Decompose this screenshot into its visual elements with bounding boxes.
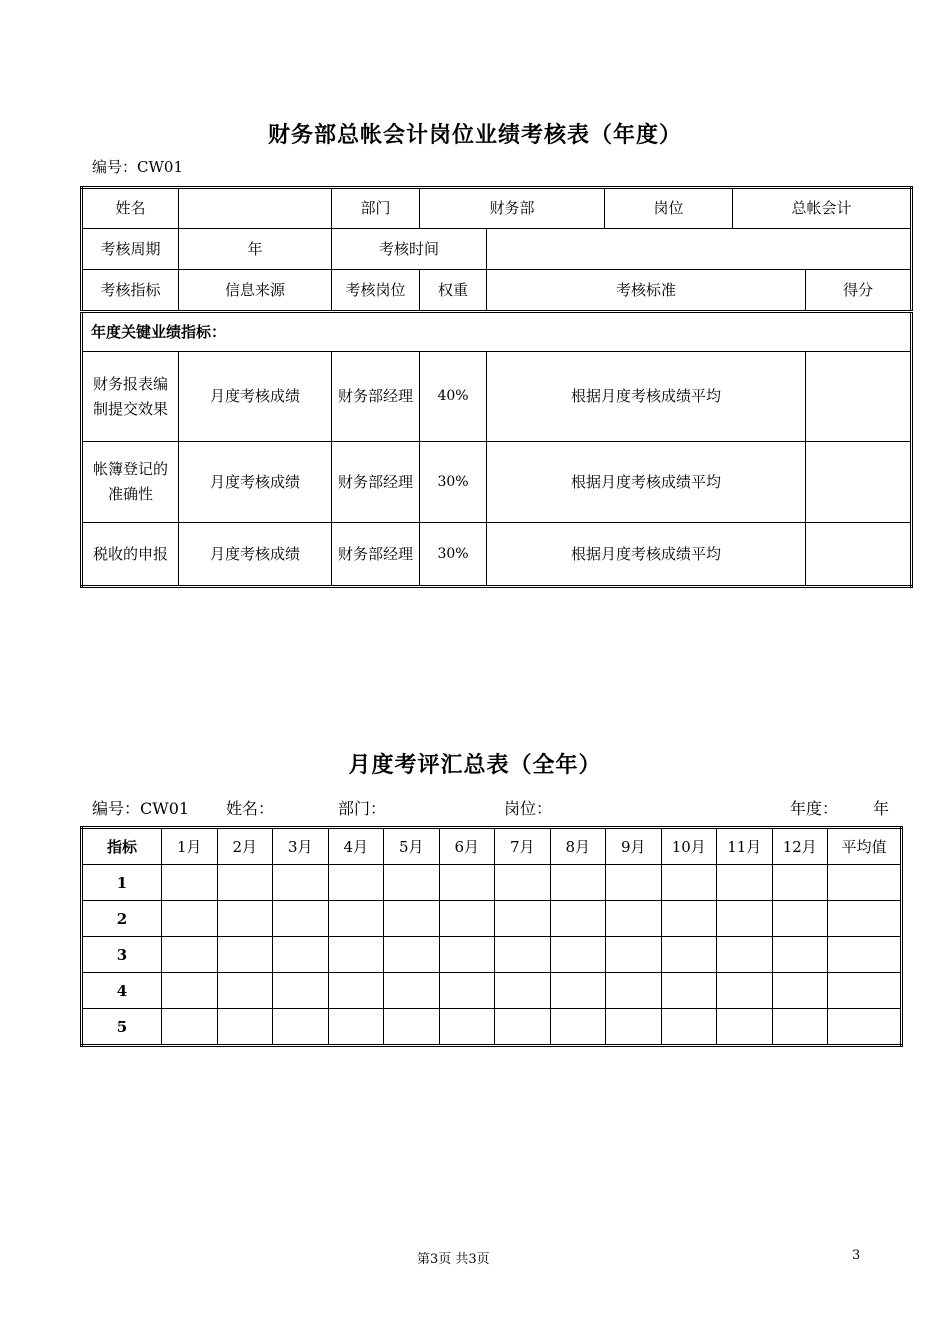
source-cell: 月度考核成绩 bbox=[179, 523, 332, 587]
form1-table bbox=[80, 186, 913, 588]
col-header-position: 考核岗位 bbox=[332, 270, 420, 312]
row-index-cell: 3 bbox=[82, 937, 162, 973]
value-cell bbox=[439, 973, 495, 1009]
value-cell bbox=[273, 973, 329, 1009]
col-header-month: 7月 bbox=[495, 828, 551, 865]
row-index-cell: 5 bbox=[82, 1009, 162, 1046]
value-cell bbox=[439, 1009, 495, 1046]
value-cell bbox=[606, 1009, 662, 1046]
value-cell bbox=[772, 937, 828, 973]
value-cell bbox=[661, 865, 717, 901]
indicator-cell: 税收的申报 bbox=[82, 523, 179, 587]
value-cell bbox=[717, 901, 773, 937]
source-cell: 月度考核成绩 bbox=[179, 442, 332, 523]
col-header-month: 4月 bbox=[328, 828, 384, 865]
value-cell bbox=[772, 901, 828, 937]
value-cell bbox=[772, 973, 828, 1009]
indicator-cell: 财务报表编制提交效果 bbox=[82, 352, 179, 442]
value-cell bbox=[495, 901, 551, 937]
footer-page-number: 3 bbox=[852, 1248, 861, 1263]
form2-year-suffix: 年 bbox=[873, 799, 890, 818]
col-header-month: 11月 bbox=[717, 828, 773, 865]
form2-header-row bbox=[82, 828, 902, 865]
table-row bbox=[82, 901, 902, 937]
col-header-indicator: 考核指标 bbox=[82, 270, 179, 312]
position-cell: 财务部经理 bbox=[332, 352, 420, 442]
value-cell bbox=[439, 937, 495, 973]
form1-header-row bbox=[82, 270, 912, 312]
time-value bbox=[487, 229, 912, 270]
value-cell bbox=[217, 973, 273, 1009]
col-header-month: 5月 bbox=[384, 828, 440, 865]
value-cell bbox=[828, 937, 902, 973]
value-cell bbox=[661, 901, 717, 937]
value-cell bbox=[550, 865, 606, 901]
row-index-cell: 1 bbox=[82, 865, 162, 901]
value-cell bbox=[606, 865, 662, 901]
col-header-month: 6月 bbox=[439, 828, 495, 865]
value-cell bbox=[328, 937, 384, 973]
value-cell bbox=[217, 1009, 273, 1046]
col-header-score: 得分 bbox=[806, 270, 912, 312]
col-header-month: 3月 bbox=[273, 828, 329, 865]
table-row bbox=[82, 523, 912, 587]
table-row bbox=[82, 1009, 902, 1046]
table-row bbox=[82, 865, 902, 901]
standard-cell: 根据月度考核成绩平均 bbox=[487, 442, 806, 523]
value-cell bbox=[772, 865, 828, 901]
source-cell: 月度考核成绩 bbox=[179, 352, 332, 442]
table-row bbox=[82, 973, 902, 1009]
name-value bbox=[179, 188, 332, 229]
position-cell: 财务部经理 bbox=[332, 442, 420, 523]
period-label: 考核周期 bbox=[82, 229, 179, 270]
form2-body bbox=[82, 865, 902, 1046]
row-index-cell: 2 bbox=[82, 901, 162, 937]
form2-table bbox=[80, 826, 903, 1047]
value-cell bbox=[273, 937, 329, 973]
table-row bbox=[82, 442, 912, 523]
form2-position-label: 岗位： bbox=[504, 799, 553, 818]
value-cell bbox=[717, 973, 773, 1009]
form2-title: 月度考评汇总表（全年） bbox=[348, 752, 602, 778]
value-cell bbox=[162, 1009, 218, 1046]
col-header-weight: 权重 bbox=[420, 270, 487, 312]
value-cell bbox=[495, 1009, 551, 1046]
name-label: 姓名 bbox=[82, 188, 179, 229]
value-cell bbox=[217, 937, 273, 973]
value-cell bbox=[661, 1009, 717, 1046]
value-cell bbox=[606, 973, 662, 1009]
standard-cell: 根据月度考核成绩平均 bbox=[487, 352, 806, 442]
form1-row-basic bbox=[82, 188, 912, 229]
value-cell bbox=[328, 973, 384, 1009]
value-cell bbox=[495, 865, 551, 901]
value-cell bbox=[328, 901, 384, 937]
col-header-month: 10月 bbox=[661, 828, 717, 865]
dept-label: 部门 bbox=[332, 188, 420, 229]
value-cell bbox=[495, 973, 551, 1009]
value-cell bbox=[717, 937, 773, 973]
weight-cell: 40% bbox=[420, 352, 487, 442]
footer-page-info: 第3页 共3页 bbox=[417, 1252, 490, 1267]
value-cell bbox=[828, 901, 902, 937]
section-label: 年度关键业绩指标： bbox=[82, 312, 912, 352]
form2-code: 编号：CW01 bbox=[92, 799, 190, 818]
col-header-month: 9月 bbox=[606, 828, 662, 865]
form2-dept-label: 部门： bbox=[338, 799, 387, 818]
col-header-month: 2月 bbox=[217, 828, 273, 865]
dept-value: 财务部 bbox=[420, 188, 605, 229]
value-cell bbox=[606, 901, 662, 937]
value-cell bbox=[717, 1009, 773, 1046]
value-cell bbox=[162, 865, 218, 901]
value-cell bbox=[328, 865, 384, 901]
form1-title: 财务部总帐会计岗位业绩考核表（年度） bbox=[267, 122, 682, 148]
weight-cell: 30% bbox=[420, 442, 487, 523]
value-cell bbox=[384, 901, 440, 937]
standard-cell: 根据月度考核成绩平均 bbox=[487, 523, 806, 587]
col-header-month: 1月 bbox=[162, 828, 218, 865]
score-cell bbox=[806, 523, 912, 587]
value-cell bbox=[384, 973, 440, 1009]
value-cell bbox=[828, 973, 902, 1009]
value-cell bbox=[217, 901, 273, 937]
time-label: 考核时间 bbox=[332, 229, 487, 270]
period-value: 年 bbox=[179, 229, 332, 270]
value-cell bbox=[828, 1009, 902, 1046]
value-cell bbox=[606, 937, 662, 973]
col-header-average: 平均值 bbox=[828, 828, 902, 865]
value-cell bbox=[717, 865, 773, 901]
value-cell bbox=[661, 937, 717, 973]
form2-name-label: 姓名： bbox=[226, 799, 275, 818]
row-index-cell: 4 bbox=[82, 973, 162, 1009]
col-header-standard: 考核标准 bbox=[487, 270, 806, 312]
section-row bbox=[82, 312, 912, 352]
value-cell bbox=[273, 1009, 329, 1046]
form1-code: 编号：CW01 bbox=[92, 158, 183, 176]
col-header-source: 信息来源 bbox=[179, 270, 332, 312]
value-cell bbox=[828, 865, 902, 901]
value-cell bbox=[384, 865, 440, 901]
value-cell bbox=[328, 1009, 384, 1046]
value-cell bbox=[439, 901, 495, 937]
table-row bbox=[82, 352, 912, 442]
value-cell bbox=[550, 973, 606, 1009]
value-cell bbox=[439, 865, 495, 901]
value-cell bbox=[273, 865, 329, 901]
indicator-cell: 帐簿登记的准确性 bbox=[82, 442, 179, 523]
value-cell bbox=[550, 937, 606, 973]
value-cell bbox=[217, 865, 273, 901]
weight-cell: 30% bbox=[420, 523, 487, 587]
col-header-month: 12月 bbox=[772, 828, 828, 865]
form2-year-label: 年度： bbox=[790, 799, 839, 818]
value-cell bbox=[162, 901, 218, 937]
value-cell bbox=[384, 937, 440, 973]
value-cell bbox=[550, 1009, 606, 1046]
table-row bbox=[82, 937, 902, 973]
score-cell bbox=[806, 442, 912, 523]
col-header-indicator: 指标 bbox=[82, 828, 162, 865]
value-cell bbox=[661, 973, 717, 1009]
value-cell bbox=[772, 1009, 828, 1046]
position-cell: 财务部经理 bbox=[332, 523, 420, 587]
value-cell bbox=[550, 901, 606, 937]
value-cell bbox=[384, 1009, 440, 1046]
position-label: 岗位 bbox=[605, 188, 733, 229]
value-cell bbox=[273, 901, 329, 937]
position-value: 总帐会计 bbox=[733, 188, 912, 229]
col-header-month: 8月 bbox=[550, 828, 606, 865]
value-cell bbox=[162, 937, 218, 973]
value-cell bbox=[495, 937, 551, 973]
score-cell bbox=[806, 352, 912, 442]
form1-row-period bbox=[82, 229, 912, 270]
value-cell bbox=[162, 973, 218, 1009]
